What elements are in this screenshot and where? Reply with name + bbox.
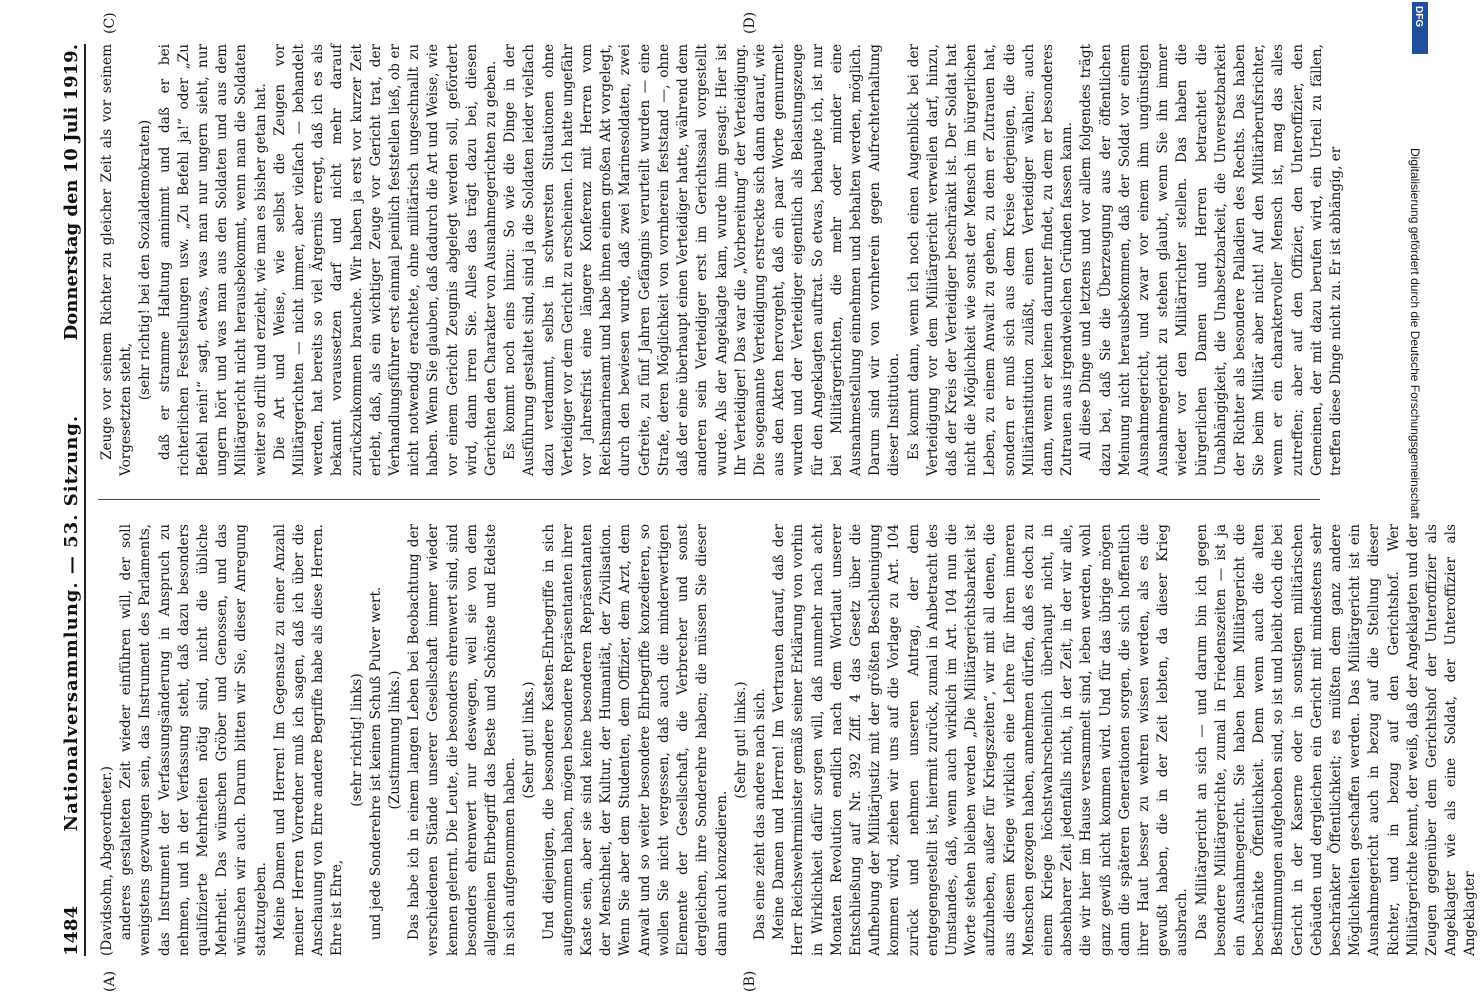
page-number: 1484 <box>61 905 82 956</box>
page-header <box>58 44 86 956</box>
paragraph: All diese Dinge und letztens und vor allem folgendes trägt dazu bei, daß Sie die Überzeugung aus der öffentlichen Meinung nicht herausbekommen, daß der Soldat vor einem Ausnahmegericht, und zwar vor einem ihm ungünstigen Ausnahmegericht zu stehen glaubt, wenn Sie ihn immer wieder vor den Militärrichter stellen. Das haben die bürgerlichen Damen und Herren betrachtet die Unabhängigkeit, die Unabsetzbarkeit, die Unversetzbarkeit der Richter als besondere Palladien des Rechts. Das haben Sie beim Militär aber nicht! Auf den Militärberufsrichter, wenn er ein charaktervoller Mensch ist, mag das alles zutreffen; aber auf den Offizier, den Unteroffizier, den Gemeinen, der mit dazu berufen wird, ein Urteil zu fällen, treffen diese Dinge nicht zu. Er ist abhängig, er <box>1078 44 1344 476</box>
interjection: (sehr richtig! links) <box>348 673 365 807</box>
paragraph: Das Militärgericht an sich — und darum bin ich gegen besondere Militärgerichte, zumal in Friedenszeiten — ist ja ein Ausnahmegericht. Sie haben beim Militärgericht die beschränkte Öffentlichkeit. Denn wenn auch die alten Bestimmungen aufgehoben sind, so ist und bleibt doch die bei Gericht in der Kaserne oder in sonstigen militärischen Gebäuden und dergleichen ein Gericht mit mindestens sehr beschränkter Öffentlichkeit; es müßten dem ganz andere Möglichkeiten geschaffen werden. Das Militärgericht ist ein Ausnahmegericht auch in bezug auf die Stellung dieser Richter, und in bezug auf den Gerichtshof. Wer Militärgerichte kennt, der weiß, daß der Angeklagten und der Zeugen gegenüber dem Gerichtshof der Unteroffizier als Angeklagter wie als eine Soldat, der Unteroffizier als Angeklagter <box>1193 524 1479 956</box>
margin-marker-d: (D) <box>742 11 758 34</box>
paragraph: Das habe ich in einem langen Leben bei Beobachtung der verschiedenen Stände unserer Gesellschaft immer wieder kennen gelernt. Die Leute, die besonders ehrenwert sind, sind besonders ehrenwert nur deswegen, weil sie von dem allgemeinen Ehrbegriff das Beste und Schönste und Edelste in sich aufgenommen haben. <box>406 524 519 956</box>
paragraph: Meine Damen und Herren! Im Vertrauen darauf, daß der Herr Reichswehrminister gemäß seiner Erklärung von vorhin in Wirklichkeit dafür sorgen will, daß nunmehr nach acht Monaten Revolution endlich nach dem Wortlaut unserer Entschließung auf Nr. 392 Ziff. 4 das Gesetz über die Aufhebung der Militärjustiz mit der größten Beschleunigung kommen wird, ziehen wir uns auf die Vorlage zu Art. 104 zurück und nehmen unseren Antrag, der dem entgegengestellt ist, hiermit zurück, zumal in Anbetracht des Umstandes, daß, wenn auch wirklich im Art. 104 nun die Worte stehen bleiben werden „Die Militärgerichtsbarkeit ist aufzuheben, außer für Kriegszeiten“, wir mit all denen, die aus diesem Kriege wirklich eine Lehre für ihren inneren Menschen gezogen haben, annehmen dürfen, daß es doch zu einem Kriege höchstwahrscheinlich überhaupt nicht, in absehbarer Zeit jedenfalls nicht, in der Zeit, in der wir alle, die wir hier im Hause versammelt sind, leben werden, wohl ganz gewiß nicht kommen wird. Und für das übrige mögen dann die späteren Generationen sorgen, die sich hoffentlich ihrer Haut besser zu wehren wissen werden, als es die gewußt haben, die in der Zeit lebten, da dieser Krieg ausbrach. <box>771 524 1191 956</box>
paragraph: Meine Damen und Herren! Im Gegensatz zu einer Anzahl meiner Herren Vorredner muß ich sagen, daß ich über die Anschauung von Ehre andere Begriffe habe als diese Herren. Ehre ist Ehre, <box>271 524 346 956</box>
right-column <box>98 44 1344 476</box>
paragraph: anderes gestalteten Zeit wieder einführen will, der soll wenigstens gezwungen sein, das Instrument des Parlaments, das Instrument der Verfassungsänderung in Anspruch zu nehmen, und in der Verfassung steht, daß dazu besonders qualifizierte Mehrheiten nötig sind, nicht die übliche Mehrheit. Das wünschen Gröber und Genossen, und das wünschen wir auch. Darum bitten wir Sie, dieser Anregung stattzugeben. <box>118 524 269 956</box>
paragraph: (Davidsohn, Abgeordneter.) <box>99 766 115 956</box>
session-date: Donnerstag den 10 Juli 1919. <box>61 44 82 341</box>
dfg-logo-text: DFG <box>1413 6 1424 28</box>
margin-marker-b: (B) <box>742 970 758 992</box>
column-divider <box>98 499 1320 500</box>
digitization-credit-text: Digitalisierung gefördert durch die Deutsche Forschungsgemeinschaft <box>1408 148 1422 519</box>
paragraph: Das eine zieht das andere nach sich. <box>751 687 768 940</box>
left-column <box>98 524 1479 956</box>
paragraph: Zeuge vor seinem Richter zu gleicher Zeit als vor seinem Vorgesetzten steht, <box>99 44 135 476</box>
paragraph: Es kommt dann, wenn ich noch einen Augenblick bei der Verteidigung vor dem Militärgericht verweilen darf, hinzu, daß der Kreis der Verteidiger beschränkt ist. Der Soldat hat nicht die Möglichkeit wie sonst der Mensch im bürgerlichen Leben, zu einem Anwalt zu gehen, zu dem er Zutrauen hat, sondern er muß sich aus dem Kreise derjenigen, die die Militärinstitution zuläßt, einen Verteidiger wählen; auch dann, wenn er keinen darunter findet, zu dem er besonderes Zutrauen aus irgendwelchen Gründen fassen kann. <box>905 44 1076 476</box>
interjection: (sehr richtig! bei den Sozialdemokraten) <box>137 119 154 401</box>
paragraph: Und diejenigen, die besondere Kasten-Ehrbegriffe in sich aufgenommen haben, mögen besondere Repräsentanten ihrer Kaste sein, aber sie sind keine besonderen Repräsentanten der Menschheit, der Kultur, der Humanität, der Zivilisation. Wenn Sie aber dem Studenten, dem Offizier, dem Arzt, dem Anwalt und so weiter besondere Ehrbegriffe konzedieren, so wollen Sie nicht vergessen, daß auch die minderwertigen Elemente der Gesellschaft, die Verbrecher und sonst dergleichen, ihre Sonderehre haben; die müssen Sie dieser dann auch konzedieren. <box>540 524 730 956</box>
session-title: Nationalversammlung. — 53. Sitzung. <box>61 414 82 832</box>
paragraph: Es kommt noch eins hinzu: So wie die Dinge in der Ausführung gestaltet sind, sind ja die Soldaten leider vielfach dazu verdammt, selbst in schwersten Situationen ohne Verteidiger vor dem Gericht zu erscheinen. Ich hatte ungefähr vor Jahresfrist eine längere Konferenz mit Herren vom Reichsmarineamt und habe ihnen einen großen Akt vorgelegt, durch den bewiesen wurde, daß zwei Marinesoldaten, zwei Gefreite, zu fünf Jahren Gefängnis verurteilt wurden — eine Strafe, deren Möglichkeit von vornherein feststand —, ohne daß der eine überhaupt einen Verteidiger hatte, während dem anderen sein Verteidiger erst im Gerichtssaal vorgestellt wurde. Als der Angeklagte kam, wurde ihm gesagt: Hier ist Ihr Verteidiger! Das war die „Vorbereitung“ der Verteidigung. Die sogenannte Verteidigung erstreckte sich dann darauf, wie aus den Akten hervorgeht, daß ein paar Worte gemurmelt wurden und der Verteidiger eigentlich als Belastungszeuge für den Angeklagten auftrat. So etwas, behaupte ich, ist nur bei Militärgerichten, die mehr oder minder eine Ausnahmestellung einnehmen und behalten werden, möglich. Darum sind wir von vornherein gegen Aufrechterhaltung dieser Institution. <box>502 44 903 476</box>
interjection: (Sehr gut! links.) <box>732 681 749 799</box>
paragraph: daß er stramme Haltung annimmt und daß er bei richterlichen Feststellungen usw. „Zu Befehl ja!“ oder „Zu Befehl nein!“ sagt, etwas, was man nur ungern sieht, nur ungern hört und was man aus den Soldaten und aus dem Militärgericht nicht herausbekommt, wenn man die Soldaten weiter so drillt und erzieht, wie man es bisher getan hat. <box>156 44 269 476</box>
interjection: (Sehr gut! links.) <box>521 681 538 799</box>
margin-marker-a: (A) <box>102 970 118 992</box>
paragraph: und jede Sonderehre ist keinen Schuß Pulver wert. <box>367 586 384 940</box>
digitization-credit <box>1408 18 1426 578</box>
margin-marker-c: (C) <box>102 12 118 34</box>
paragraph: Die Art und Weise, wie selbst die Zeugen vor Militärgerichten — nicht immer, aber vielfach — behandelt werden, hat bereits so viel Ärgernis erregt, daß ich es als bekannt voraussetzen darf und nicht mehr darauf zurückzukommen brauche. Wir haben ja erst vor kurzer Zeit erlebt, daß, als ein wichtiger Zeuge vor Gericht trat, der Verhandlungsführer erst einmal peinlich feststellen ließ, ob er nicht notwendig erachtete, ohne militärisch ungeschnallt zu haben. Wenn Sie glauben, daß dadurch die Art und Weise, wie vor einem Gericht Zeugnis abgelegt werden soll, gefördert wird, dann irren Sie. Alles das trägt dazu bei, diesen Gerichten den Charakter von Ausnahmegerichten zu geben. <box>271 44 500 476</box>
interjection: (Zustimmung links.) <box>387 670 404 810</box>
